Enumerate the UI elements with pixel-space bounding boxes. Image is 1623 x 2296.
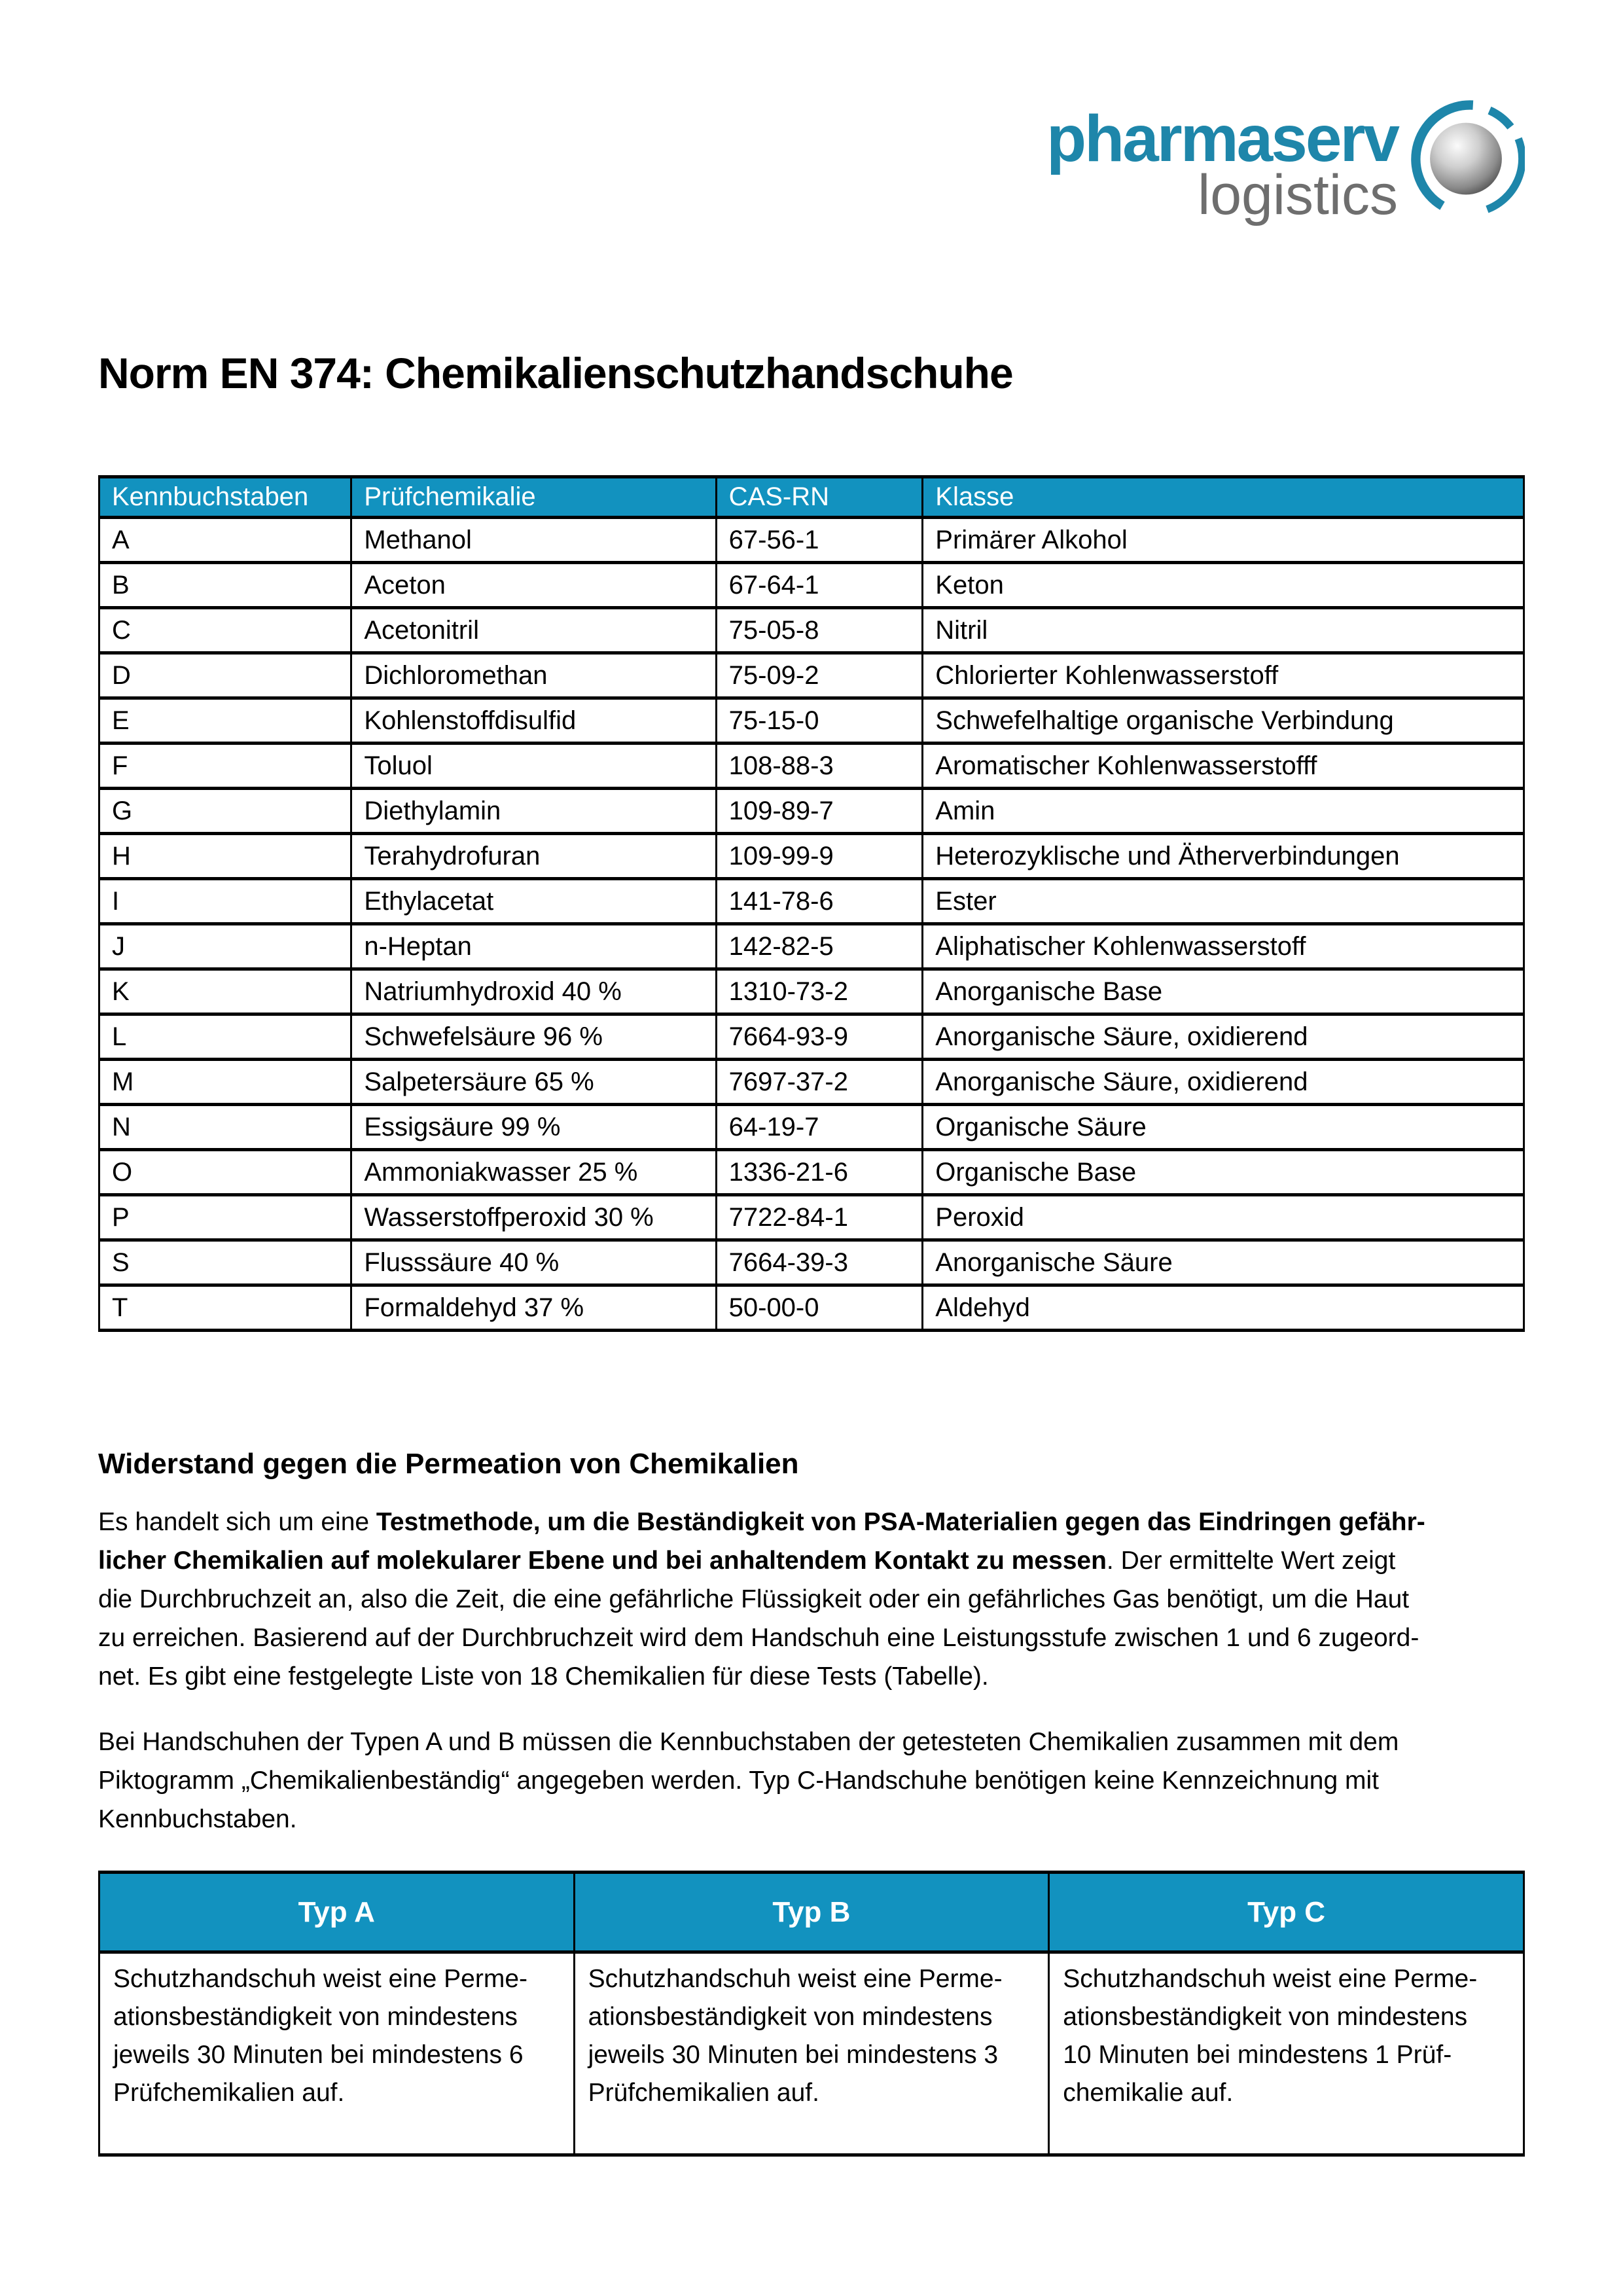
table-row [99,744,1524,789]
table-cell: Nitril [923,608,1524,653]
chem-table-body [99,518,1524,1331]
table-cell: Acetonitril [351,608,716,653]
table-cell: Aceton [351,563,716,608]
table-cell: 75-15-0 [716,698,923,744]
table-cell: 1336-21-6 [716,1150,923,1195]
sphere-orbit-icon [1407,92,1525,226]
table-row [99,1240,1524,1285]
table-cell [99,1952,575,2155]
table-cell: Natriumhydroxid 40 % [351,969,716,1014]
table-cell: 1310-73-2 [716,969,923,1014]
table-cell: Schwefelsäure 96 % [351,1014,716,1060]
text-line: Prüfchemikalien auf. [588,2079,819,2107]
text-line: die Durchbruchzeit an, also die Zeit, die eine gefährliche Flüssigkeit oder ein gefährliches Gas benötigt, um die Haut [98,1585,1410,1613]
table-row [99,969,1524,1014]
table-cell: Anorganische Säure, oxidierend [923,1060,1524,1105]
text-line: Schutzhandschuh weist eine Perme- [113,1965,528,1993]
table-row [99,518,1524,563]
table-cell: G [99,789,351,834]
table-cell: Essigsäure 99 % [351,1105,716,1150]
column-header: Kennbuchstaben [99,477,351,518]
table-cell [1049,1952,1524,2155]
table-cell: Terahydrofuran [351,834,716,879]
table-row [99,563,1524,608]
logo-brand-text: pharmaserv [1046,102,1398,175]
table-cell: S [99,1240,351,1285]
chemicals-table [98,475,1525,1332]
table-cell: Primärer Alkohol [923,518,1524,563]
table-cell: E [99,698,351,744]
column-header: Klasse [923,477,1524,518]
table-cell: T [99,1285,351,1331]
table-cell: 7664-93-9 [716,1014,923,1060]
text-line: ationsbeständigkeit von mindestens [588,2003,993,2031]
table-cell: Toluol [351,744,716,789]
table-cell: Organische Säure [923,1105,1524,1150]
table-cell: 75-09-2 [716,653,923,698]
table-cell: I [99,879,351,924]
column-header: Typ C [1049,1873,1524,1952]
types-table [98,1871,1525,2157]
table-cell: B [99,563,351,608]
table-cell: n-Heptan [351,924,716,969]
table-cell: 141-78-6 [716,879,923,924]
table-cell: 108-88-3 [716,744,923,789]
table-cell: 7664-39-3 [716,1240,923,1285]
text-line: Prüfchemikalien auf. [113,2079,345,2107]
table-cell: C [99,608,351,653]
table-cell: Formaldehyd 37 % [351,1285,716,1331]
table-row [99,608,1524,653]
table-cell: Kohlenstoffdisulfid [351,698,716,744]
table-cell: 67-56-1 [716,518,923,563]
table-cell: Ethylacetat [351,879,716,924]
table-cell: Aldehyd [923,1285,1524,1331]
logo-sub-text: logistics [1198,164,1398,226]
text-line: Piktogramm „Chemikalienbeständig“ angegeben werden. Typ C-Handschuhe benötigen keine Kennzeichnung mit [98,1767,1379,1795]
table-cell [574,1952,1049,2155]
table-row [99,1014,1524,1060]
table-cell: A [99,518,351,563]
text-line: licher Chemikalien auf molekularer Ebene und bei anhaltendem Kontakt zu messen. Der ermittelte Wert zeigt [98,1547,1396,1575]
text-line: jeweils 30 Minuten bei mindestens 3 [588,2041,999,2069]
table-cell: Ester [923,879,1524,924]
text-line: zu erreichen. Basierend auf der Durchbruchzeit wird dem Handschuh eine Leistungsstufe zwischen 1 und 6 zugeord- [98,1624,1419,1652]
column-header: Typ A [99,1873,575,1952]
table-cell: Aliphatischer Kohlenwasserstoff [923,924,1524,969]
table-row [99,1150,1524,1195]
table-row [99,924,1524,969]
column-header: Prüfchemikalie [351,477,716,518]
table-cell: 109-89-7 [716,789,923,834]
table-row [99,698,1524,744]
table-cell: 75-05-8 [716,608,923,653]
chem-table-head-row [99,477,1524,518]
table-cell: 7722-84-1 [716,1195,923,1240]
logo-text [1046,92,1398,226]
table-cell: O [99,1150,351,1195]
table-cell: Heterozyklische und Ätherverbindungen [923,834,1524,879]
table-cell: 67-64-1 [716,563,923,608]
table-cell: N [99,1105,351,1150]
table-cell: Ammoniakwasser 25 % [351,1150,716,1195]
text-line: ationsbeständigkeit von mindestens [1063,2003,1468,2031]
para-1 [98,1503,1623,1696]
table-row [99,1105,1524,1150]
text-line: 10 Minuten bei mindestens 1 Prüf- [1063,2041,1452,2069]
table-cell: D [99,653,351,698]
table-cell: 109-99-9 [716,834,923,879]
table-cell: L [99,1014,351,1060]
table-cell: Diethylamin [351,789,716,834]
text-line: jeweils 30 Minuten bei mindestens 6 [113,2041,524,2069]
text-line: ationsbeständigkeit von mindestens [113,2003,518,2031]
table-cell: 142-82-5 [716,924,923,969]
table-cell: Wasserstoffperoxid 30 % [351,1195,716,1240]
text-line: Schutzhandschuh weist eine Perme- [1063,1965,1478,1993]
column-header: Typ B [574,1873,1049,1952]
table-cell: J [99,924,351,969]
table-cell: Anorganische Base [923,969,1524,1014]
text-line: Schutzhandschuh weist eine Perme- [588,1965,1003,1993]
para-2 [98,1723,1623,1839]
table-cell: Organische Base [923,1150,1524,1195]
section-heading: Widerstand gegen die Permeation von Chemikalien [98,1448,799,1480]
table-cell: Schwefelhaltige organische Verbindung [923,698,1524,744]
table-cell: Flusssäure 40 % [351,1240,716,1285]
table-row [99,879,1524,924]
text-line: chemikalie auf. [1063,2079,1234,2107]
table-cell: M [99,1060,351,1105]
table-cell: Amin [923,789,1524,834]
table-row [99,1195,1524,1240]
types-table-head-row [99,1873,1524,1952]
page-title: Norm EN 374: Chemikalienschutzhandschuhe [98,349,1013,397]
table-cell: Aromatischer Kohlenwasserstofff [923,744,1524,789]
table-cell: F [99,744,351,789]
table-cell: Dichloromethan [351,653,716,698]
text-line: Es handelt sich um eine Testmethode, um die Beständigkeit von PSA-Materialien gegen das Eindringen gefähr- [98,1508,1425,1536]
table-row [99,653,1524,698]
table-row [99,834,1524,879]
text-line: net. Es gibt eine festgelegte Liste von 18 Chemikalien für diese Tests (Tabelle). [98,1662,989,1691]
table-cell: 50-00-0 [716,1285,923,1331]
pharmaserv-logo [1046,92,1525,226]
table-row [99,789,1524,834]
table-cell: Anorganische Säure [923,1240,1524,1285]
types-table-body-row [99,1952,1524,2155]
table-cell: Anorganische Säure, oxidierend [923,1014,1524,1060]
text-line: Bei Handschuhen der Typen A und B müssen die Kennbuchstaben der getesteten Chemikalien zusammen mit dem [98,1728,1399,1756]
table-cell: Methanol [351,518,716,563]
text-line: Kennbuchstaben. [98,1805,297,1833]
table-cell: K [99,969,351,1014]
table-cell: H [99,834,351,879]
table-cell: Salpetersäure 65 % [351,1060,716,1105]
table-cell: Peroxid [923,1195,1524,1240]
table-cell: Chlorierter Kohlenwasserstoff [923,653,1524,698]
table-row [99,1285,1524,1331]
table-cell: P [99,1195,351,1240]
table-row [99,1060,1524,1105]
table-cell: 64-19-7 [716,1105,923,1150]
table-cell: 7697-37-2 [716,1060,923,1105]
table-cell: Keton [923,563,1524,608]
column-header: CAS-RN [716,477,923,518]
